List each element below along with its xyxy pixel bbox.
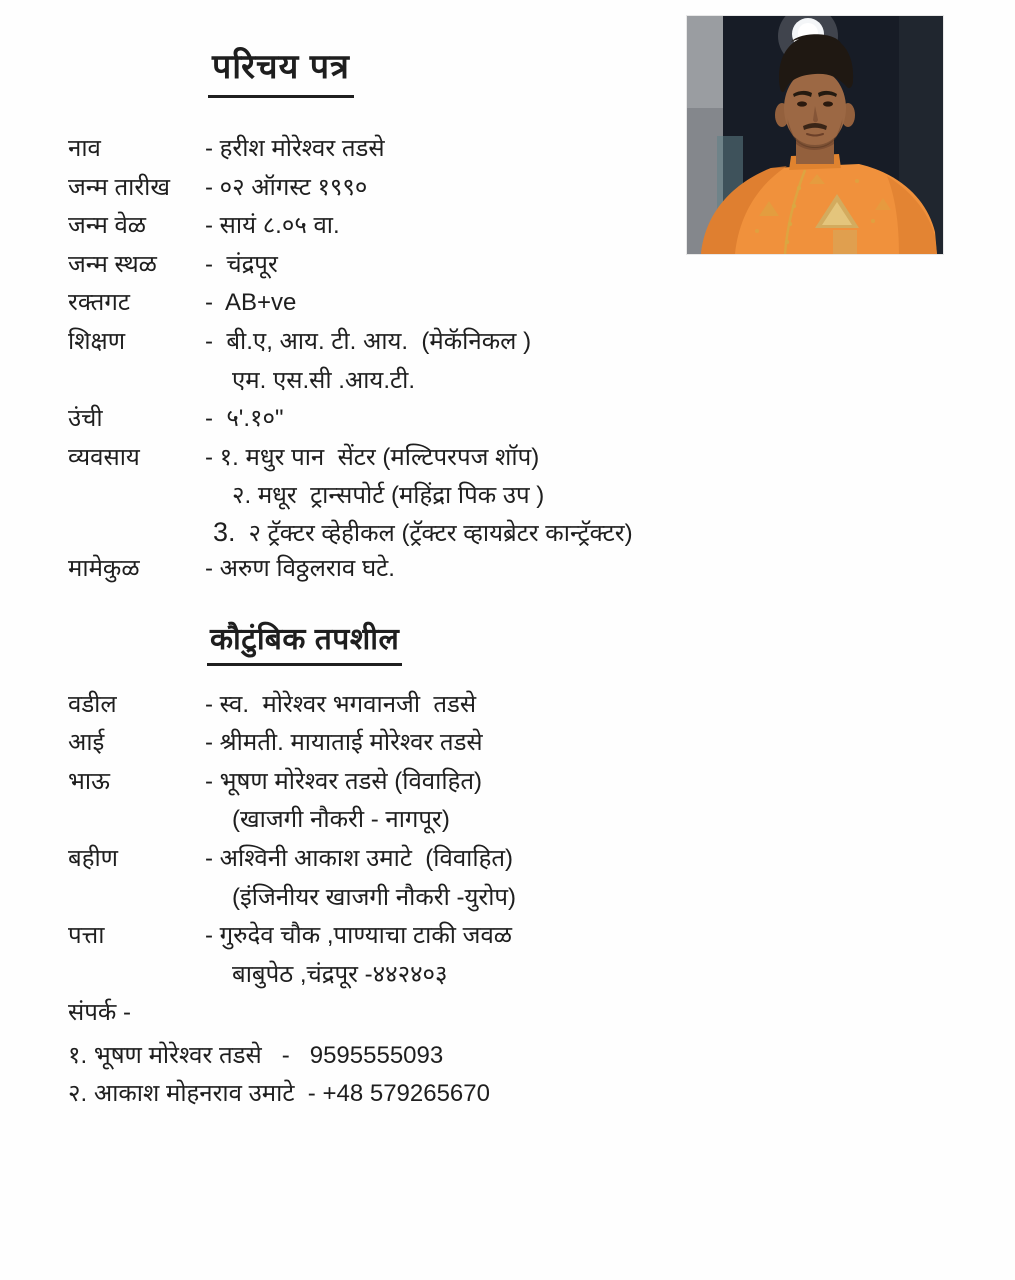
contact-entry-2: २. आकाश मोहनराव उमाटे - +48 579265670	[68, 1080, 490, 1108]
row-brother	[68, 763, 668, 840]
field-value: - चंद्रपूर	[205, 250, 278, 278]
field-label: आई	[68, 729, 105, 757]
field-value: - AB+ve	[205, 289, 297, 317]
field-value: - अश्विनी आकाश उमाटे (विवाहित)	[205, 844, 514, 872]
row-address	[68, 917, 668, 994]
row-mamekul	[68, 550, 668, 589]
row-father	[68, 686, 668, 725]
field-value: २. मधूर ट्रान्सपोर्ट (महिंद्रा पिक उप )	[232, 482, 545, 510]
field-value: - १. मधुर पान सेंटर (मल्टिपरपज शॉप)	[205, 443, 540, 471]
row-sister	[68, 840, 668, 917]
field-value: - बी.ए, आय. टी. आय. (मेकॅनिकल )	[205, 327, 532, 355]
field-label: जन्म तारीख	[68, 173, 171, 201]
row-occupation	[68, 439, 668, 550]
row-blood-group	[68, 284, 668, 323]
row-name	[68, 130, 668, 169]
field-label: रक्तगट	[68, 289, 130, 317]
field-label: शिक्षण	[68, 327, 126, 355]
contact-heading: संपर्क -	[68, 999, 131, 1027]
contact-entry-1: १. भूषण मोरेश्वर तडसे - 9595555093	[68, 1041, 444, 1069]
page-title: परिचय पत्र	[208, 42, 354, 98]
field-label: पत्ता	[68, 922, 105, 950]
field-label: व्यवसाय	[68, 443, 140, 471]
field-value: - ०२ ऑगस्ट १९९०	[205, 173, 368, 201]
field-value: - स्व. मोरेश्वर भगवानजी तडसे	[205, 690, 477, 718]
row-birth-place	[68, 246, 668, 285]
document-content	[68, 42, 668, 1114]
occupation-item3-number: 3.	[213, 516, 236, 547]
field-value	[205, 516, 668, 550]
row-birth-date	[68, 169, 668, 208]
family-section-heading: कौटुंबिक तपशील	[207, 617, 402, 666]
field-value: (इंजिनीयर खाजगी नौकरी -युरोप)	[232, 883, 517, 911]
family-details	[68, 686, 668, 995]
field-label: जन्म स्थळ	[68, 250, 157, 278]
field-label: वडील	[68, 690, 117, 718]
field-label: जन्म वेळ	[68, 212, 147, 240]
field-value: - अरुण विठ्ठलराव घटे.	[205, 554, 395, 582]
field-value: (खाजगी नौकरी - नागपूर)	[232, 806, 450, 834]
field-value: - श्रीमती. मायाताई मोरेश्वर तडसे	[205, 729, 483, 757]
field-value: - भूषण मोरेश्वर तडसे (विवाहित)	[205, 767, 482, 795]
field-label: मामेकुळ	[68, 554, 140, 582]
field-label: उंची	[68, 405, 103, 433]
field-value: - हरीश मोरेश्वर तडसे	[205, 135, 385, 162]
field-value: - ५'.१०"	[205, 405, 284, 433]
row-education	[68, 323, 668, 400]
field-label: भाऊ	[68, 767, 110, 795]
field-value: - सायं ८.०५ वा.	[205, 212, 340, 240]
field-label: नाव	[68, 135, 101, 162]
profile-photo	[687, 16, 943, 254]
field-label: बहीण	[68, 844, 119, 872]
field-value: - गुरुदेव चौक ,पाण्याचा टाकी जवळ	[205, 922, 513, 950]
field-value: एम. एस.सी .आय.टी.	[232, 366, 415, 394]
field-value: बाबुपेठ ,चंद्रपूर -४४२४०३	[232, 960, 448, 988]
profile-photo-illustration	[687, 16, 943, 254]
row-birth-time	[68, 207, 668, 246]
personal-details	[68, 130, 668, 589]
row-height	[68, 400, 668, 439]
occupation-item3-text: २ ट्रॅक्टर व्हेहीकल (ट्रॅक्टर व्हायब्रेटर कान्ट्रॅक्टर)	[248, 519, 633, 547]
row-mother	[68, 724, 668, 763]
